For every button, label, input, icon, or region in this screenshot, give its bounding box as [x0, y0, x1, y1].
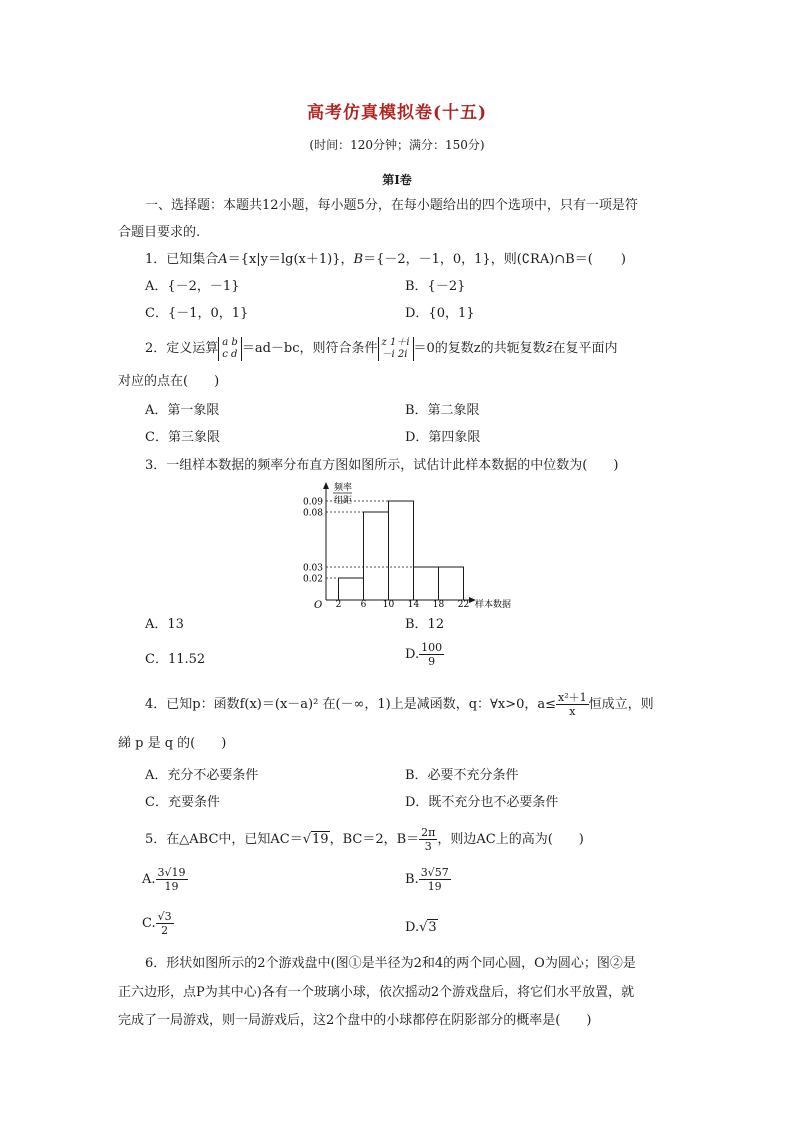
histogram-bar-1 — [339, 578, 364, 600]
histogram-bar-5 — [439, 567, 464, 600]
q4-stem: 4．已知p：函数f(x)＝(x－a)² 在(－∞，1)上是减函数，q：∀x>0，a≤ $\frac{\text{x²＋1}}{x}$ 恒成立，则 — [145, 691, 654, 718]
q3-option-b[interactable]: B．12 — [405, 617, 445, 632]
q5-option-a[interactable]: A. $\frac{3√19}{19}$ — [142, 866, 186, 893]
x-tick-label-14: 14 — [407, 600, 420, 610]
q1-option-b[interactable]: B．{－2} — [405, 279, 466, 294]
q5-option-d[interactable]: D.√3 — [405, 920, 437, 935]
y-label-bottom: 组距 — [334, 496, 353, 506]
y-tick-label-0.08: 0.08 — [302, 508, 323, 519]
q6-stem-line2: 正六边形，点P为其中心)各有一个玻璃小球，依次摇动2个游戏盘后，将它们水平放置，就 — [118, 985, 635, 1000]
q1-stem: 1．已知集合A＝{x|y＝lg(x＋1)}，B＝{－2，－1，0，1}，则(∁RA)∩B＝( ) — [145, 252, 626, 267]
histogram-bar-3 — [389, 501, 414, 600]
page-title: 高考仿真模拟卷(十五) — [306, 103, 488, 123]
q3-option-c[interactable]: C．11.52 — [145, 652, 206, 667]
q5-option-c[interactable]: C. $\frac{√3}{2}$ — [142, 910, 172, 937]
x-tick-label-10: 10 — [382, 600, 395, 610]
histogram-bar-4 — [414, 567, 439, 600]
y-tick-label-0.02: 0.02 — [302, 574, 323, 585]
section-intro-line1: 一、选择题：本题共12小题，每小题5分，在每小题给出的四个选项中，只有一项是符 — [145, 198, 638, 213]
q6-stem-line3: 完成了一局游戏，则一局游戏后，这2个盘中的小球都停在阴影部分的概率是( ) — [118, 1013, 592, 1028]
exam-meta: (时间：120分钟；满分：150分) — [309, 138, 485, 152]
q1-option-d[interactable]: D．{0，1} — [405, 306, 475, 321]
histogram-bar-2 — [364, 512, 389, 600]
q3-stem: 3．一组样本数据的频率分布直方图如图所示，试估计此样本数据的中位数为( ) — [145, 458, 619, 473]
q4-option-b[interactable]: B．必要不充分条件 — [405, 768, 519, 783]
origin-label: O — [314, 600, 323, 610]
y-label-top: 频率 — [334, 483, 353, 493]
x-tick-label-18: 18 — [432, 600, 445, 610]
q3-option-a[interactable]: A．13 — [145, 617, 184, 632]
x-tick-label-22: 22 — [457, 600, 470, 610]
q2-option-c[interactable]: C．第三象限 — [145, 430, 220, 445]
x-tick-label-6: 6 — [360, 600, 367, 610]
q4-option-d[interactable]: D．既不充分也不必要条件 — [405, 795, 559, 810]
q6-stem-line1: 6．形状如图所示的2个游戏盘中(图①是半径为2和4的两个同心圆，O为圆心；图②是 — [145, 956, 636, 971]
y-tick-label-0.03: 0.03 — [302, 563, 323, 574]
part-heading: 第Ⅰ卷 — [382, 173, 412, 187]
q4-option-c[interactable]: C．充要条件 — [145, 795, 220, 810]
x-label: 样本数据 — [475, 600, 512, 610]
determinant-z: z 1＋i －i 2i — [378, 337, 414, 361]
q4-stem-line2: 綈 p 是 q 的( ) — [118, 736, 227, 751]
q5-option-b[interactable]: B. $\frac{3√57}{19}$ — [405, 866, 449, 893]
section-intro-line2: 合题目要求的. — [118, 225, 201, 240]
q4-option-a[interactable]: A．充分不必要条件 — [145, 768, 259, 783]
determinant-abcd: a b c d — [218, 337, 242, 361]
y-axis-arrow — [323, 482, 329, 489]
q3-option-d[interactable]: D. $\frac{100}{9}$ — [405, 641, 443, 668]
x-tick-label-2: 2 — [335, 600, 342, 610]
q1-option-a[interactable]: A．{－2，－1} — [145, 279, 240, 294]
q2-stem-line2: 对应的点在( ) — [118, 374, 220, 389]
q1-option-c[interactable]: C．{－1，0，1} — [145, 306, 249, 321]
q2-option-a[interactable]: A．第一象限 — [145, 403, 220, 418]
q5-stem: 5．在△ABC中，已知AC＝√19，BC＝2，B＝ $\frac{2\pi}{3}$ ，则边AC上的高为( ) — [145, 826, 584, 853]
q2-option-b[interactable]: B．第二象限 — [405, 403, 480, 418]
y-tick-label-0.09: 0.09 — [302, 497, 323, 508]
q2-option-d[interactable]: D．第四象限 — [405, 430, 481, 445]
frequency-histogram — [290, 480, 530, 610]
q2-stem: 2．定义运算 a b c d ＝ad－bc，则符合条件 z 1＋i －i 2i ＝0的复数z的共轭复数z̄在复平面内 — [145, 336, 618, 360]
